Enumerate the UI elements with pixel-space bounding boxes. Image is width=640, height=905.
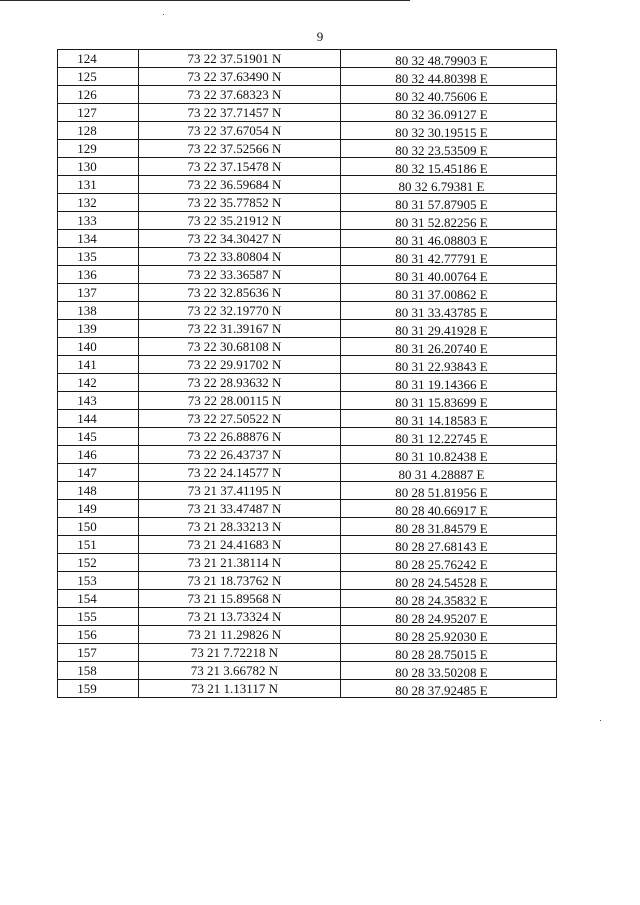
point-number-cell-text: 133 <box>77 213 97 228</box>
table-row <box>58 680 557 698</box>
table-row <box>58 176 557 194</box>
latitude-cell-text: 73 22 29.91702 N <box>187 357 282 372</box>
latitude-cell <box>139 230 341 248</box>
scan-speck <box>163 14 164 15</box>
longitude-cell-text: 80 31 29.41928 E <box>395 323 488 338</box>
latitude-cell <box>139 212 341 230</box>
latitude-cell-text: 73 22 31.39167 N <box>187 321 282 336</box>
latitude-cell-text: 73 21 24.41683 N <box>187 537 282 552</box>
latitude-cell <box>139 554 341 572</box>
point-number-cell <box>58 356 139 374</box>
longitude-cell-text: 80 28 33.50208 E <box>395 665 488 680</box>
latitude-cell <box>139 248 341 266</box>
latitude-cell-text: 73 22 26.43737 N <box>187 447 282 462</box>
longitude-cell-text: 80 31 42.77791 E <box>395 251 488 266</box>
table-row <box>58 554 557 572</box>
point-number-cell <box>58 50 139 68</box>
latitude-cell <box>139 302 341 320</box>
table-row <box>58 338 557 356</box>
latitude-cell-text: 73 21 15.89568 N <box>187 591 282 606</box>
table-row <box>58 194 557 212</box>
point-number-cell <box>58 554 139 572</box>
latitude-cell <box>139 194 341 212</box>
longitude-cell-text: 80 28 24.54528 E <box>395 575 488 590</box>
latitude-cell <box>139 284 341 302</box>
latitude-cell <box>139 536 341 554</box>
latitude-cell <box>139 482 341 500</box>
latitude-cell <box>139 356 341 374</box>
latitude-cell-text: 73 22 34.30427 N <box>187 231 282 246</box>
latitude-cell-text: 73 21 7.72218 N <box>190 645 279 660</box>
longitude-cell-text: 80 31 26.20740 E <box>395 341 488 356</box>
longitude-cell <box>341 590 557 608</box>
longitude-cell <box>341 482 557 500</box>
latitude-cell <box>139 338 341 356</box>
longitude-cell-text: 80 28 25.92030 E <box>395 629 488 644</box>
point-number-cell-text: 159 <box>77 681 97 696</box>
latitude-cell-text: 73 22 35.77852 N <box>187 195 282 210</box>
point-number-cell-text: 143 <box>77 393 97 408</box>
longitude-cell-text: 80 28 28.75015 E <box>395 647 488 662</box>
longitude-cell-text: 80 31 15.83699 E <box>395 395 488 410</box>
latitude-cell <box>139 518 341 536</box>
point-number-cell-text: 156 <box>77 627 97 642</box>
table-row <box>58 428 557 446</box>
longitude-cell-text: 80 32 48.79903 E <box>395 53 488 68</box>
point-number-cell <box>58 68 139 86</box>
point-number-cell <box>58 266 139 284</box>
latitude-cell <box>139 446 341 464</box>
point-number-cell <box>58 86 139 104</box>
point-number-cell <box>58 176 139 194</box>
point-number-cell <box>58 590 139 608</box>
latitude-cell-text: 73 22 26.88876 N <box>187 429 282 444</box>
latitude-cell <box>139 122 341 140</box>
point-number-cell <box>58 392 139 410</box>
coordinates-table-body <box>58 50 557 698</box>
point-number-cell <box>58 482 139 500</box>
point-number-cell-text: 154 <box>77 591 97 606</box>
longitude-cell <box>341 680 557 698</box>
longitude-cell-text: 80 31 57.87905 E <box>395 197 488 212</box>
point-number-cell-text: 150 <box>77 519 97 534</box>
point-number-cell-text: 157 <box>77 645 97 660</box>
longitude-cell <box>341 320 557 338</box>
table-row <box>58 608 557 626</box>
point-number-cell-text: 151 <box>77 537 97 552</box>
point-number-cell <box>58 212 139 230</box>
longitude-cell <box>341 158 557 176</box>
point-number-cell-text: 125 <box>77 69 97 84</box>
longitude-cell <box>341 68 557 86</box>
latitude-cell-text: 73 22 37.71457 N <box>187 105 282 120</box>
longitude-cell <box>341 86 557 104</box>
latitude-cell <box>139 626 341 644</box>
table-row <box>58 248 557 266</box>
point-number-cell-text: 152 <box>77 555 97 570</box>
longitude-cell <box>341 374 557 392</box>
point-number-cell-text: 145 <box>77 429 97 444</box>
point-number-cell-text: 141 <box>77 357 97 372</box>
point-number-cell-text: 139 <box>77 321 97 336</box>
point-number-cell-text: 146 <box>77 447 97 462</box>
point-number-cell-text: 136 <box>77 267 97 282</box>
latitude-cell <box>139 266 341 284</box>
point-number-cell-text: 148 <box>77 483 97 498</box>
point-number-cell <box>58 194 139 212</box>
table-row <box>58 446 557 464</box>
point-number-cell <box>58 464 139 482</box>
latitude-cell-text: 73 21 3.66782 N <box>190 663 279 678</box>
point-number-cell-text: 153 <box>77 573 97 588</box>
latitude-cell <box>139 644 341 662</box>
latitude-cell-text: 73 21 13.73324 N <box>187 609 282 624</box>
point-number-cell <box>58 104 139 122</box>
point-number-cell-text: 144 <box>77 411 97 426</box>
point-number-cell-text: 134 <box>77 231 97 246</box>
latitude-cell-text: 73 22 28.00115 N <box>187 393 282 408</box>
longitude-cell <box>341 284 557 302</box>
point-number-cell-text: 132 <box>77 195 97 210</box>
table-row <box>58 158 557 176</box>
latitude-cell-text: 73 21 28.33213 N <box>187 519 282 534</box>
table-row <box>58 86 557 104</box>
longitude-cell-text: 80 32 23.53509 E <box>395 143 488 158</box>
table-row <box>58 122 557 140</box>
point-number-cell <box>58 410 139 428</box>
latitude-cell-text: 73 22 33.36587 N <box>187 267 282 282</box>
longitude-cell <box>341 626 557 644</box>
longitude-cell-text: 80 31 37.00862 E <box>395 287 488 302</box>
longitude-cell-text: 80 31 12.22745 E <box>395 431 488 446</box>
table-row <box>58 644 557 662</box>
longitude-cell <box>341 428 557 446</box>
point-number-cell-text: 135 <box>77 249 97 264</box>
point-number-cell <box>58 644 139 662</box>
latitude-cell <box>139 608 341 626</box>
point-number-cell-text: 155 <box>77 609 97 624</box>
longitude-cell <box>341 194 557 212</box>
latitude-cell-text: 73 22 35.21912 N <box>187 213 282 228</box>
table-row <box>58 572 557 590</box>
longitude-cell <box>341 356 557 374</box>
longitude-cell <box>341 464 557 482</box>
point-number-cell <box>58 320 139 338</box>
point-number-cell-text: 147 <box>77 465 97 480</box>
longitude-cell-text: 80 31 52.82256 E <box>395 215 488 230</box>
latitude-cell-text: 73 21 18.73762 N <box>187 573 282 588</box>
point-number-cell-text: 126 <box>77 87 97 102</box>
latitude-cell <box>139 392 341 410</box>
latitude-cell <box>139 140 341 158</box>
latitude-cell-text: 73 21 33.47487 N <box>187 501 282 516</box>
table-row <box>58 374 557 392</box>
table-row <box>58 536 557 554</box>
point-number-cell-text: 137 <box>77 285 97 300</box>
point-number-cell-text: 131 <box>77 177 97 192</box>
table-row <box>58 302 557 320</box>
latitude-cell-text: 73 21 11.29826 N <box>187 627 282 642</box>
longitude-cell-text: 80 32 6.79381 E <box>398 179 485 194</box>
table-row <box>58 104 557 122</box>
point-number-cell-text: 127 <box>77 105 97 120</box>
point-number-cell-text: 130 <box>77 159 97 174</box>
longitude-cell <box>341 302 557 320</box>
longitude-cell <box>341 392 557 410</box>
point-number-cell <box>58 230 139 248</box>
table-row <box>58 320 557 338</box>
longitude-cell <box>341 266 557 284</box>
longitude-cell-text: 80 32 44.80398 E <box>395 71 488 86</box>
point-number-cell-text: 142 <box>77 375 97 390</box>
longitude-cell-text: 80 28 25.76242 E <box>395 557 488 572</box>
latitude-cell <box>139 464 341 482</box>
table-row <box>58 212 557 230</box>
longitude-cell-text: 80 32 36.09127 E <box>395 107 488 122</box>
longitude-cell-text: 80 32 30.19515 E <box>395 125 488 140</box>
latitude-cell-text: 73 21 37.41195 N <box>187 483 282 498</box>
latitude-cell <box>139 410 341 428</box>
longitude-cell <box>341 104 557 122</box>
latitude-cell-text: 73 22 36.59684 N <box>187 177 282 192</box>
table-row <box>58 140 557 158</box>
longitude-cell <box>341 536 557 554</box>
latitude-cell <box>139 158 341 176</box>
latitude-cell-text: 73 22 32.19770 N <box>187 303 282 318</box>
longitude-cell <box>341 176 557 194</box>
longitude-cell <box>341 212 557 230</box>
latitude-cell-text: 73 22 27.50522 N <box>187 411 282 426</box>
latitude-cell <box>139 68 341 86</box>
point-number-cell-text: 149 <box>77 501 97 516</box>
longitude-cell-text: 80 28 31.84579 E <box>395 521 488 536</box>
longitude-cell-text: 80 31 40.00764 E <box>395 269 488 284</box>
point-number-cell <box>58 122 139 140</box>
longitude-cell <box>341 338 557 356</box>
point-number-cell-text: 138 <box>77 303 97 318</box>
longitude-cell-text: 80 28 51.81956 E <box>395 485 488 500</box>
point-number-cell <box>58 680 139 698</box>
table-row <box>58 464 557 482</box>
point-number-cell <box>58 626 139 644</box>
scan-speck <box>600 720 601 721</box>
longitude-cell <box>341 572 557 590</box>
point-number-cell-text: 128 <box>77 123 97 138</box>
longitude-cell-text: 80 31 4.28887 E <box>398 467 485 482</box>
point-number-cell <box>58 302 139 320</box>
longitude-cell <box>341 608 557 626</box>
point-number-cell-text: 129 <box>77 141 97 156</box>
point-number-cell <box>58 428 139 446</box>
table-row <box>58 356 557 374</box>
latitude-cell <box>139 374 341 392</box>
longitude-cell-text: 80 31 46.08803 E <box>395 233 488 248</box>
longitude-cell <box>341 554 557 572</box>
longitude-cell-text: 80 31 10.82438 E <box>395 449 488 464</box>
latitude-cell-text: 73 22 37.51901 N <box>187 51 282 66</box>
latitude-cell-text: 73 22 24.14577 N <box>187 465 282 480</box>
latitude-cell-text: 73 22 37.15478 N <box>187 159 282 174</box>
table-row <box>58 518 557 536</box>
longitude-cell <box>341 140 557 158</box>
coordinates-table <box>57 49 557 698</box>
table-row <box>58 662 557 680</box>
latitude-cell <box>139 500 341 518</box>
point-number-cell-text: 140 <box>77 339 97 354</box>
longitude-cell <box>341 410 557 428</box>
latitude-cell-text: 73 22 37.63490 N <box>187 69 282 84</box>
table-row <box>58 626 557 644</box>
longitude-cell <box>341 230 557 248</box>
longitude-cell <box>341 122 557 140</box>
latitude-cell-text: 73 21 1.13117 N <box>191 681 278 696</box>
point-number-cell <box>58 248 139 266</box>
latitude-cell-text: 73 22 30.68108 N <box>187 339 282 354</box>
longitude-cell-text: 80 28 37.92485 E <box>395 683 488 698</box>
longitude-cell-text: 80 31 19.14366 E <box>395 377 488 392</box>
latitude-cell-text: 73 22 37.67054 N <box>187 123 282 138</box>
table-row <box>58 266 557 284</box>
top-edge-rule <box>0 0 410 1</box>
longitude-cell <box>341 500 557 518</box>
point-number-cell <box>58 140 139 158</box>
longitude-cell-text: 80 28 24.35832 E <box>395 593 488 608</box>
table-row <box>58 284 557 302</box>
table-row <box>58 590 557 608</box>
longitude-cell-text: 80 31 14.18583 E <box>395 413 488 428</box>
point-number-cell <box>58 374 139 392</box>
latitude-cell <box>139 86 341 104</box>
longitude-cell-text: 80 32 15.45186 E <box>395 161 488 176</box>
point-number-cell-text: 124 <box>77 51 97 66</box>
longitude-cell-text: 80 32 40.75606 E <box>395 89 488 104</box>
table-row <box>58 482 557 500</box>
point-number-cell <box>58 572 139 590</box>
latitude-cell <box>139 590 341 608</box>
point-number-cell <box>58 662 139 680</box>
longitude-cell <box>341 248 557 266</box>
longitude-cell-text: 80 28 27.68143 E <box>395 539 488 554</box>
latitude-cell <box>139 176 341 194</box>
point-number-cell <box>58 446 139 464</box>
point-number-cell <box>58 608 139 626</box>
point-number-cell <box>58 158 139 176</box>
page-number: 9 <box>316 29 324 44</box>
longitude-cell <box>341 662 557 680</box>
latitude-cell-text: 73 21 21.38114 N <box>187 555 282 570</box>
latitude-cell <box>139 428 341 446</box>
longitude-cell <box>341 518 557 536</box>
longitude-cell-text: 80 31 22.93843 E <box>395 359 488 374</box>
latitude-cell-text: 73 22 28.93632 N <box>187 375 282 390</box>
point-number-cell <box>58 500 139 518</box>
point-number-cell <box>58 284 139 302</box>
point-number-cell <box>58 518 139 536</box>
table-row <box>58 410 557 428</box>
latitude-cell <box>139 662 341 680</box>
longitude-cell <box>341 446 557 464</box>
table-row <box>58 50 557 68</box>
table-row <box>58 230 557 248</box>
table-row <box>58 500 557 518</box>
longitude-cell-text: 80 28 40.66917 E <box>395 503 488 518</box>
latitude-cell-text: 73 22 37.68323 N <box>187 87 282 102</box>
latitude-cell <box>139 572 341 590</box>
point-number-cell <box>58 536 139 554</box>
table-row <box>58 68 557 86</box>
longitude-cell <box>341 644 557 662</box>
latitude-cell-text: 73 22 33.80804 N <box>187 249 282 264</box>
longitude-cell <box>341 50 557 68</box>
latitude-cell <box>139 50 341 68</box>
latitude-cell-text: 73 22 32.85636 N <box>187 285 282 300</box>
latitude-cell-text: 73 22 37.52566 N <box>187 141 282 156</box>
point-number-cell <box>58 338 139 356</box>
point-number-cell-text: 158 <box>77 663 97 678</box>
longitude-cell-text: 80 28 24.95207 E <box>395 611 488 626</box>
longitude-cell-text: 80 31 33.43785 E <box>395 305 488 320</box>
table-row <box>58 392 557 410</box>
latitude-cell <box>139 104 341 122</box>
latitude-cell <box>139 680 341 698</box>
latitude-cell <box>139 320 341 338</box>
